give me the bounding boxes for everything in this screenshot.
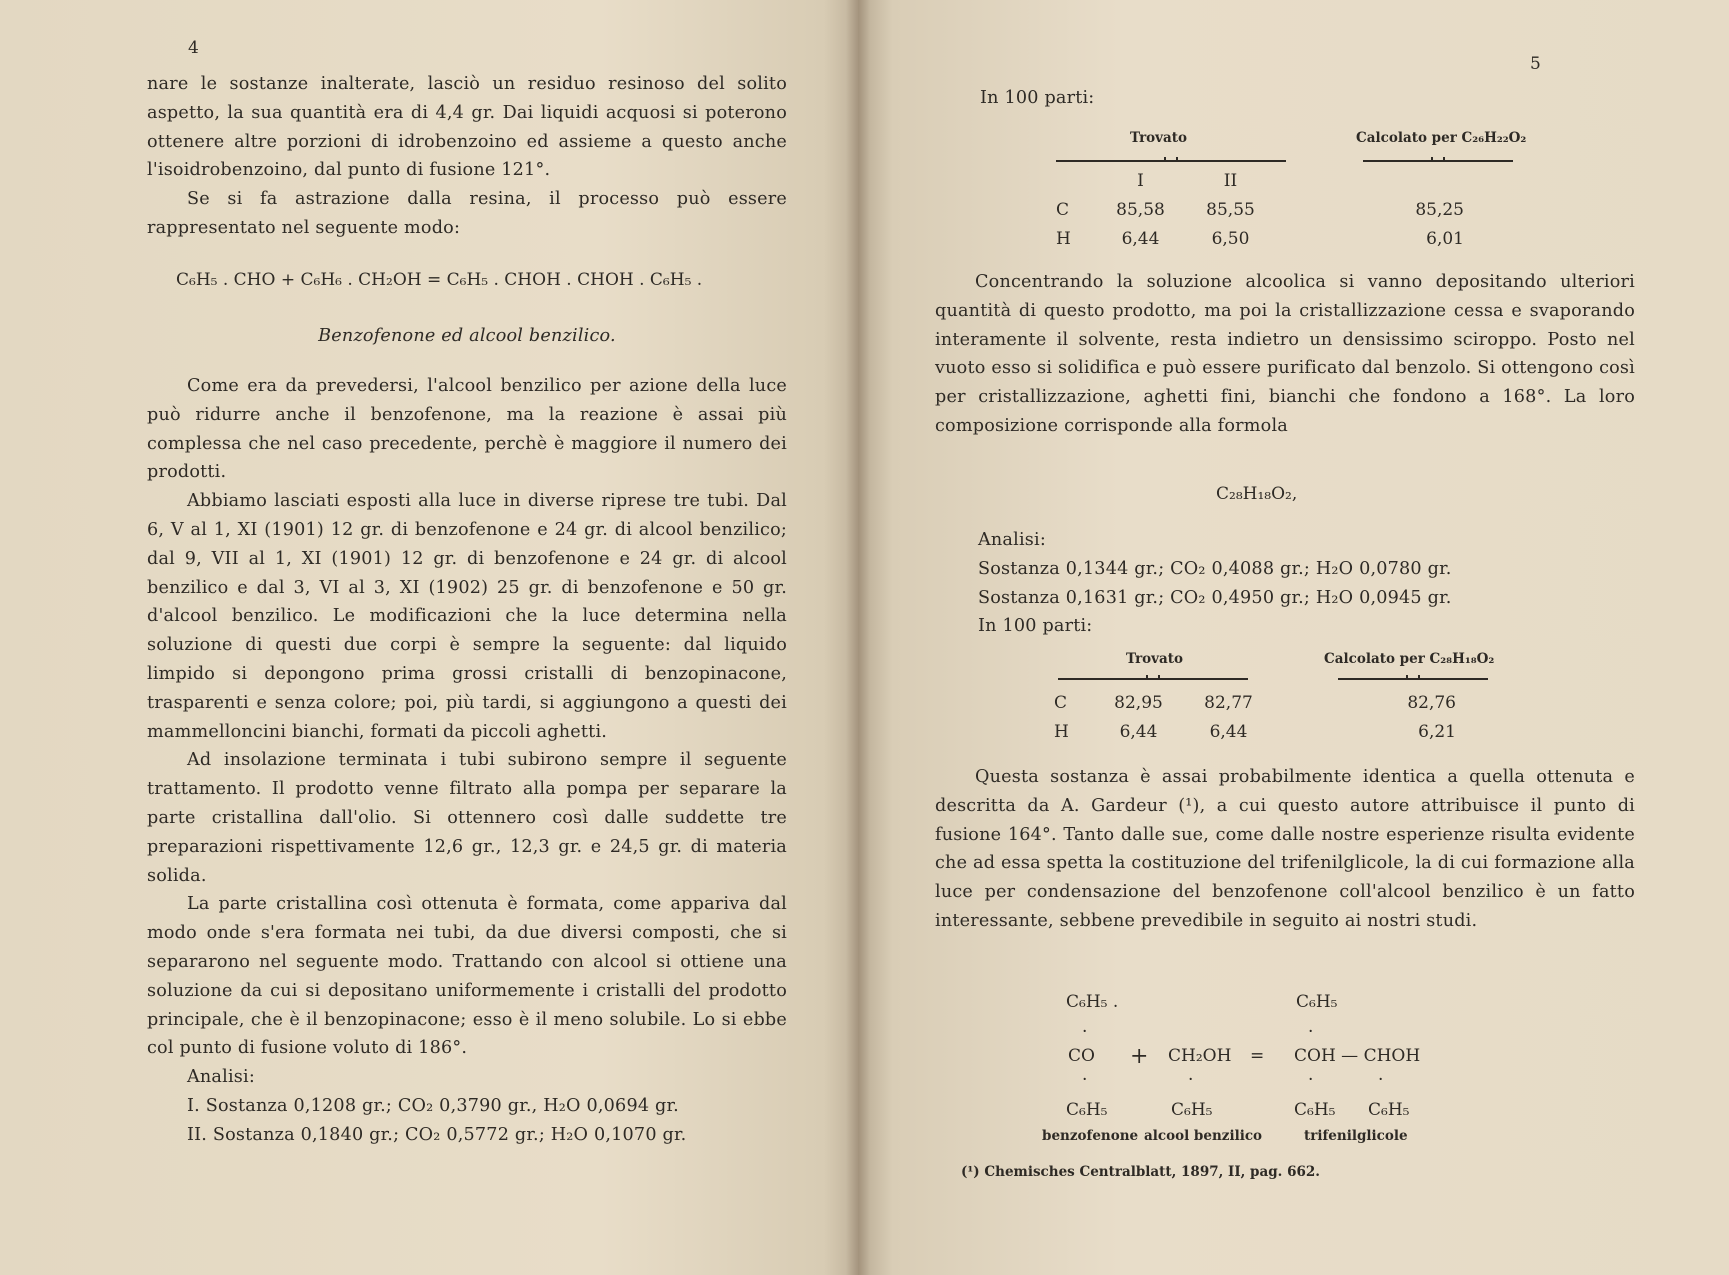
analisi-label: Analisi:: [187, 1067, 255, 1088]
scheme-text: C₆H₅ .: [1066, 992, 1119, 1012]
paragraph: Come era da prevedersi, l'alcool benzilico per azione della luce può ridurre anche il benzofenone, ma la reazione è assai più complessa che nel caso precedente, perchè è maggiore il numero dei prodotti.: [147, 376, 787, 483]
plus-sign: +: [1130, 1044, 1149, 1069]
scheme-label: trifenilglicole: [1304, 1128, 1408, 1144]
page-number: 4: [188, 38, 199, 58]
bond-dot: ·: [1082, 1022, 1088, 1042]
table-header-trovato: Trovato: [1130, 130, 1188, 146]
formula: C₂₈H₁₈O₂,: [1216, 484, 1298, 504]
analysis-line: Sostanza 0,1631 gr.; CO₂ 0,4950 gr.; H₂O 0,0945 gr.: [978, 587, 1452, 608]
brace: [1056, 160, 1286, 162]
right-text-2: [935, 763, 1635, 936]
footnote: (¹) Chemisches Centralblatt, 1897, II, pag. 662.: [961, 1164, 1320, 1180]
in-100-parti: In 100 parti:: [978, 616, 1093, 637]
equation: C₆H₅ . CHO + C₆H₆ . CH₂OH = C₆H₅ . CHOH . CHOH . C₆H₅ .: [176, 270, 703, 290]
bond-dot: ·: [1308, 1022, 1314, 1042]
scheme-text: C₆H₅: [1066, 1100, 1108, 1120]
brace: [1058, 678, 1248, 680]
table-row: C 82,95 82,77 82,76: [1054, 692, 1456, 713]
analysis-line: II. Sostanza 0,1840 gr.; CO₂ 0,5772 gr.; H₂O 0,1070 gr.: [187, 1124, 687, 1145]
right-analysis: [978, 526, 1638, 641]
scheme-text: C₆H₅: [1294, 1100, 1336, 1120]
left-text-top: [147, 70, 787, 243]
analysis-line: I. Sostanza 0,1208 gr.; CO₂ 0,3790 gr., H₂O 0,0694 gr.: [187, 1095, 679, 1116]
paragraph: Concentrando la soluzione alcoolica si vanno depositando ulteriori quantità di questo prodotto, ma poi la cristallizzazione cessa e svaporando interamente il solvente, resta indietro un densissimo sciroppo. Posto nel vuoto esso si solidifica e può essere purificato dal benzolo. Si ottengono così per cristallizzazione, aghetti fini, bianchi che fondono a 168°. La loro composizione corrisponde alla formola: [935, 272, 1635, 436]
table-row: H 6,44 6,44 6,21: [1054, 721, 1456, 742]
analysis-line: Sostanza 0,1344 gr.; CO₂ 0,4088 gr.; H₂O 0,0780 gr.: [978, 558, 1452, 579]
paragraph: Questa sostanza è assai probabilmente identica a quella ottenuta e descritta da A. Gardeur (¹), a cui questo autore attribuisce il punto di fusione 164°. Tanto dalle sue, come dalle nostre esperienze risulta evidente che ad essa spetta la costituzione del trifenilglicole, la di cui formazione alla luce per condensazione del benzofenone coll'alcool benzilico è un fatto interessante, sebbene prevedibile in seguito ai nostri studi.: [935, 767, 1635, 931]
col-header: II: [1223, 170, 1238, 191]
left-text-body: [147, 372, 787, 1150]
table-row: C 85,58 85,55 85,25: [1056, 199, 1464, 220]
results-table: [1056, 166, 1476, 253]
col-header: I: [1137, 170, 1144, 191]
bond-dot: ·: [1378, 1070, 1384, 1090]
scheme-text: C₆H₅: [1296, 992, 1338, 1012]
paragraph: nare le sostanze inalterate, lasciò un residuo resinoso del solito aspetto, la sua quantità era di 4,4 gr. Dai liquidi acquosi si poterono ottenere altre porzioni di idrobenzoino ed assieme a questo anche l'isoidrobenzoino, dal punto di fusione 121°.: [147, 74, 787, 181]
equals-sign: =: [1250, 1046, 1265, 1066]
right-page: [858, 0, 1729, 1275]
page-number: 5: [1530, 54, 1541, 74]
scheme-text: C₆H₅: [1171, 1100, 1213, 1120]
right-text-1: [935, 268, 1635, 441]
left-page: [0, 0, 858, 1275]
bond-dot: ·: [1082, 1070, 1088, 1090]
bond-dot: ·: [1188, 1070, 1194, 1090]
paragraph: La parte cristallina così ottenuta è formata, come appariva dal modo onde s'era formata nei tubi, da due diversi composti, che si separarono nel seguente modo. Trattando con alcool si ottiene una soluzione da cui si depositano uniformemente i cristalli del prodotto principale, che è il benzopinacone; esso è il meno solubile. Lo si ebbe col punto di fusione voluto di 186°.: [147, 894, 787, 1059]
bond-dot: ·: [1308, 1070, 1314, 1090]
brace: [1363, 160, 1513, 162]
table-header-calcolato: Calcolato per C₂₆H₂₂O₂: [1356, 130, 1527, 146]
table-row: H 6,44 6,50 6,01: [1056, 228, 1464, 249]
scheme-text: C₆H₅: [1368, 1100, 1410, 1120]
scheme-label: alcool benzilico: [1144, 1128, 1263, 1144]
scheme-text: CH₂OH: [1168, 1046, 1232, 1066]
results-table: [1054, 688, 1474, 746]
paragraph: Se si fa astrazione dalla resina, il processo può essere rappresentato nel seguente modo:: [147, 189, 787, 238]
paragraph: Ad insolazione terminata i tubi subirono sempre il seguente trattamento. Il prodotto venne filtrato alla pompa per separare la parte cristallina dall'olio. Si ottennero così dalle suddette tre preparazioni rispettivamente 12,6 gr., 12,3 gr. e 24,5 gr. di materia solida.: [147, 750, 787, 886]
table-header-trovato: Trovato: [1126, 651, 1184, 667]
table-header-calcolato: Calcolato per C₂₈H₁₈O₂: [1324, 651, 1495, 667]
brace: [1338, 678, 1488, 680]
paragraph: Abbiamo lasciati esposti alla luce in diverse riprese tre tubi. Dal 6, V al 1, XI (1901) 12 gr. di benzofenone e 24 gr. di alcool benzilico; dal 9, VII al 1, XI (1901) 12 gr. di benzofenone e 24 gr. di alcool benzilico e dal 3, VI al 3, XI (1902) 25 gr. di benzofenone e 50 gr. d'alcool benzilico. Le modificazioni che la luce determina nella soluzione di questi due corpi è sempre la seguente: dal liquido limpido si depongono prima grossi cristalli di benzopinacone, trasparenti e senza colore; poi, più tardi, si aggiungono a questi dei mammelloncini bianchi, formati da piccoli aghetti.: [147, 491, 787, 742]
analisi-label: Analisi:: [978, 530, 1046, 550]
scheme-text: CO: [1068, 1046, 1095, 1066]
scheme-text: COH — CHOH: [1294, 1046, 1421, 1066]
scheme-label: benzofenone: [1042, 1128, 1139, 1144]
section-heading: Benzofenone ed alcool benzilico.: [318, 326, 616, 346]
book-gutter: [846, 0, 870, 1275]
in-100-parti: In 100 parti:: [980, 88, 1095, 108]
